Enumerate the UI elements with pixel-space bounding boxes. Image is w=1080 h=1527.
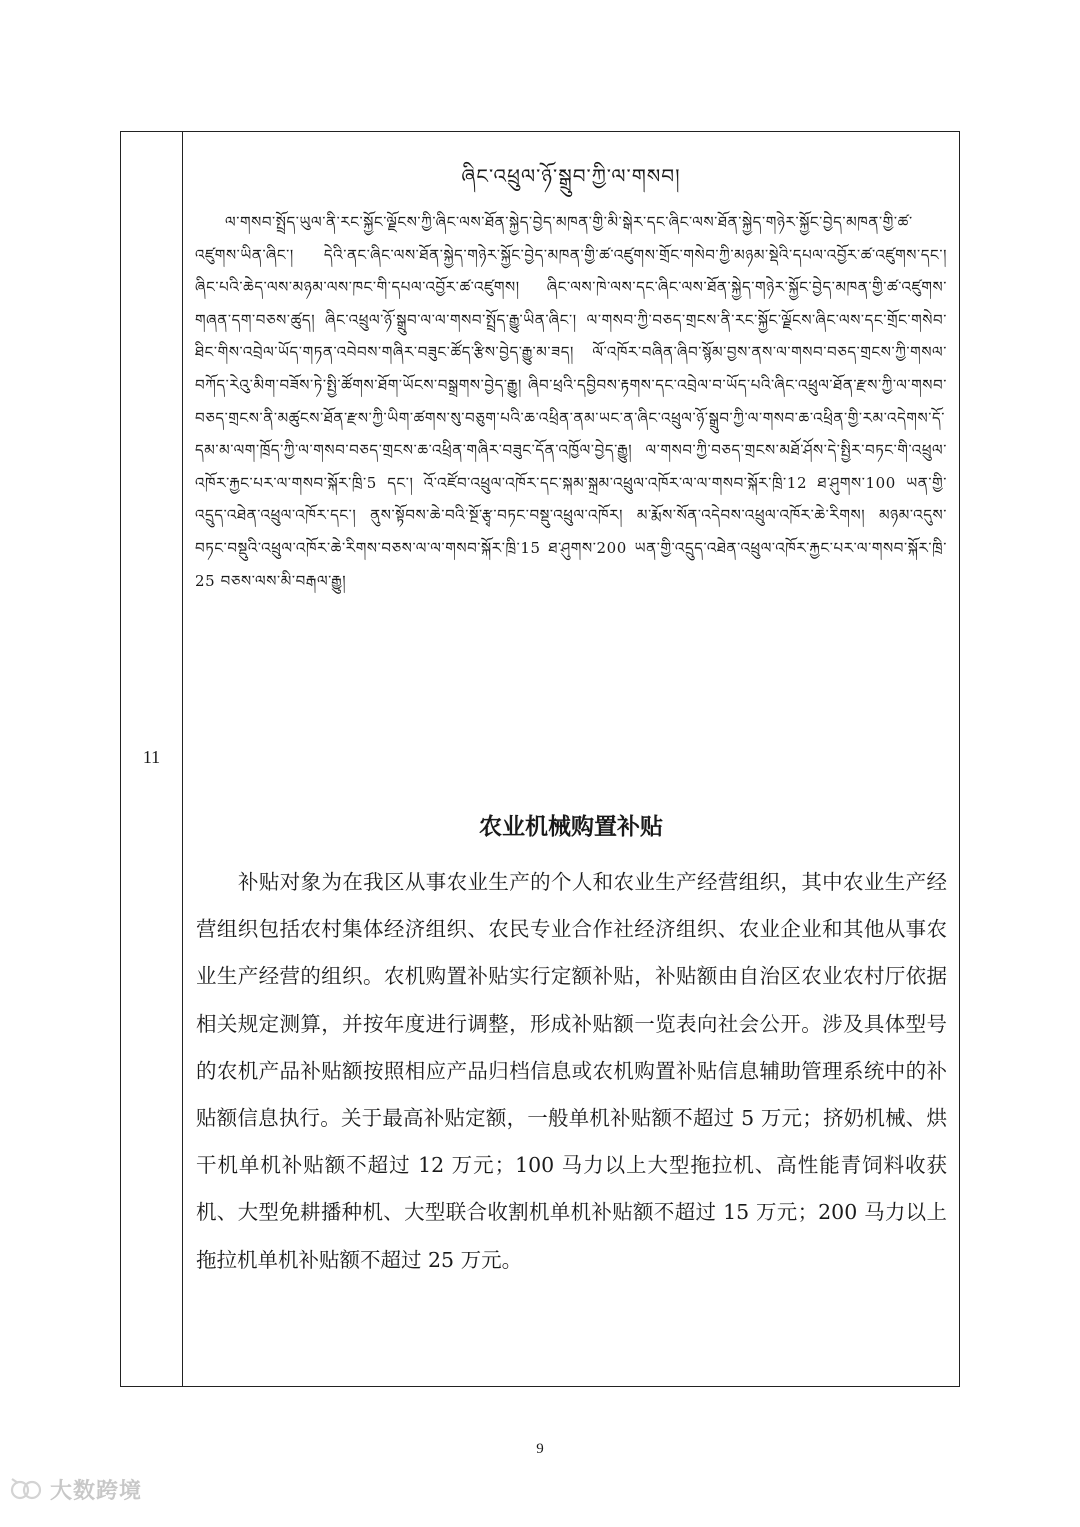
page-number: 9 — [536, 1441, 544, 1457]
tibetan-title: ཞིང་འཕྲུལ་ཉོ་སྒྲུབ་ཀྱི་ལ་གསབ། — [461, 164, 681, 188]
row-number: 11 — [142, 747, 161, 767]
chinese-title: 农业机械购置补贴 — [479, 814, 663, 840]
chinese-paragraph: 补贴对象为在我区从事农业生产的个人和农业生产经营组织，其中农业生产经营组织包括农村集体经济组织、农民专业合作社经济组织、农业企业和其他从事农业生产经营的组织。农机购置补贴实行定额补贴，补贴额由自治区农业农村厅依据相关规定测算，并按年度进行调整，形成补贴额一览表向社会公开。涉及具体型号的农机产品补贴额按照相应产品归档信息或农机购置补贴信息辅助管理系统中的补贴额信息执行。关于最高补贴定额，一般单机补贴额不超过 5 万元；挤奶机械、烘干机单机补贴额不超过 12 万元；100 马力以上大型拖拉机、高性能青饲料收获机、大型免耕播种机、大型联合收割机单机补贴额不超过 15 万元；200 马力以上拖拉机单机补贴额不超过 25 万元。 — [196, 870, 947, 1272]
document-table — [120, 131, 960, 1387]
content-cell — [183, 132, 959, 1386]
watermark-text: 大数跨境 — [50, 1479, 143, 1504]
number-column — [121, 132, 183, 1386]
watermark-logo-icon — [10, 1475, 44, 1505]
tibetan-paragraph: ལ་གསབ་སྤྲོད་ཡུལ་ནི་རང་སྐྱོང་ལྗོངས་ཀྱི་ཞིང་ལས་ཐོན་སྐྱེད་བྱེད་མཁན་གྱི་མི་སྒེར་དང་ཞིང་ལས་ཐོན་སྐྱེད་གཉེར་སྐྱོང་བྱེད་མཁན་གྱི་ཚ་འཛུགས་ཡིན་ཞིང་། དེའི་ནང་ཞིང་ལས་ཐོན་སྐྱེད་གཉེར་སྐྱོང་བྱེད་མཁན་གྱི་ཚ་འཛུགས་གྲོང་གསེབ་ཀྱི་མཉམ་སྡེའི་དཔལ་འབྱོར་ཚ་འཛུགས་དང་། ཞིང་པའི་ཆེད་ལས་མཉམ་ལས་ཁང་གི་དཔལ་འབྱོར་ཚ་འཛུགས། ཞིང་ལས་ཁེ་ལས་དང་ཞིང་ལས་ཐོན་སྐྱེད་གཉེར་སྐྱོང་བྱེད་མཁན་གྱི་ཚ་འཛུགས་གཞན་དག་བཅས་ཚུད། ཞིང་འཕྲུལ་ཉོ་སྒྲུབ་ལ་ལ་གསབ་སྤྲོད་རྒྱུ་ཡིན་ཞིང་། ལ་གསབ་ཀྱི་བཅད་གྲངས་ནི་རང་སྐྱོང་ལྗོངས་ཞིང་ལས་དང་གྲོང་གསེབ་ཐིང་གིས་འབྲེལ་ཡོད་གཏན་འབེབས་གཞིར་བཟུང་ཚོད་རྩིས་བྱེད་རྒྱུ་མ་ཟད། ལོ་འཁོར་བཞིན་ཞིབ་སྙོམ་བྱས་ནས་ལ་གསབ་བཅད་གྲངས་ཀྱི་གསལ་བཀོད་རེའུ་མིག་བཟོས་ཏེ་སྤྱི་ཚོགས་ཐོག་ཡོངས་བསྒྲགས་བྱེད་རྒྱུ། ཞིབ་ཕྲའི་དབྱིབས་རྟགས་དང་འབྲེལ་བ་ཡོད་པའི་ཞིང་འཕྲུལ་ཐོན་རྫས་ཀྱི་ལ་གསབ་བཅད་གྲངས་ནི་མཚུངས་ཐོན་རྫས་ཀྱི་ཡིག་ཚགས་སུ་བཅུག་པའི་ཆ་འཕྲིན་ནམ་ཡང་ན་ཞིང་འཕྲུལ་ཉོ་སྒྲུབ་ཀྱི་ལ་གསབ་ཆ་འཕྲིན་གྱི་རམ་འདེགས་དོ་དམ་མ་ལག་ཁྲོད་ཀྱི་ལ་གསབ་བཅད་གྲངས་ཆ་འཕྲིན་གཞིར་བཟུང་དོན་འཁྱོལ་བྱེད་རྒྱུ། ལ་གསབ་ཀྱི་བཅད་གྲངས་མཐོ་ཤོས་དེ་སྤྱིར་བཏང་གི་འཕྲུལ་འཁོར་རྐྱང་པར་ལ་གསབ་སྐོར་ཁྲི་5 དང་། འོ་འཛོབ་འཕྲུལ་འཁོར་དང་སྐམ་སྐྲམ་འཕྲུལ་འཁོར་ལ་ལ་གསབ་སྐོར་ཁྲི་12 ཐ་ཤུགས་100 ཡན་གྱི་འདྲུད་འཐེན་འཕྲུལ་འཁོར་དང་། ནུས་སྟོབས་ཆེ་བའི་སྔོ་རྩྭ་བཏང་བསྡུ་འཕྲུལ་འཁོར། མ་རྨོས་སོན་འདེབས་འཕྲུལ་འཁོར་ཆེ་རིགས། མཉམ་འདུས་བཏང་བསྡུའི་འཕྲུལ་འཁོར་ཆེ་རིགས་བཅས་ལ་ལ་གསབ་སྐོར་ཁྲི་15 ཐ་ཤུགས་200 ཡན་གྱི་འདྲུད་འཐེན་འཕྲུལ་འཁོར་རྐྱང་པར་ལ་གསབ་སྐོར་ཁྲི་25 བཅས་ལས་མི་བརྒལ་རྒྱུ། — [195, 213, 947, 590]
watermark — [10, 1474, 142, 1505]
